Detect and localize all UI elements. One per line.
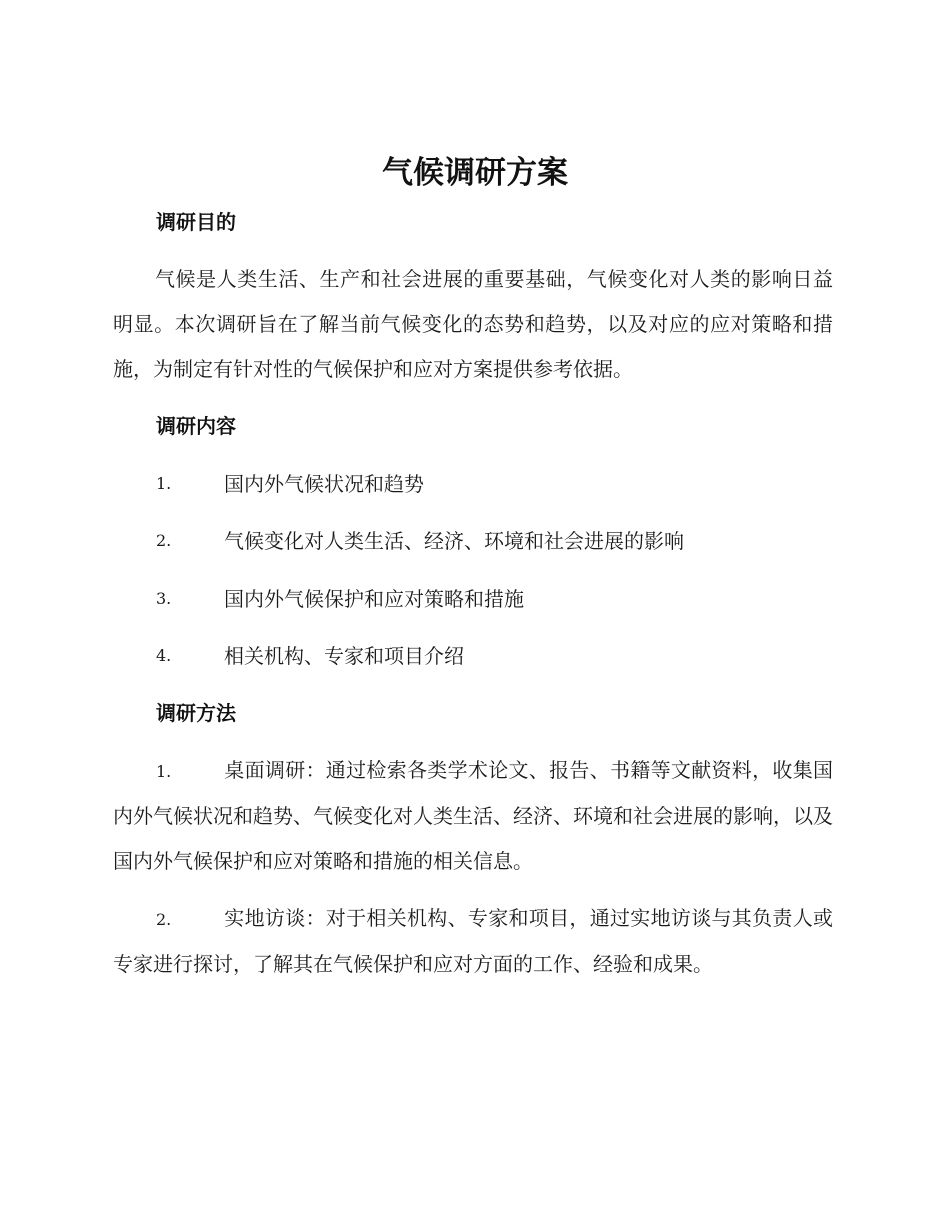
list-number: 2. [156,531,172,550]
content-list-item [156,526,836,556]
content-list-item [156,641,836,671]
list-text: 国内外气候保护和应对策略和措施 [224,587,524,611]
list-number: 4. [156,646,172,665]
list-number: 1. [156,762,172,781]
list-text: 国内外气候状况和趋势 [224,472,424,496]
purpose-paragraph: 气候是人类生活、生产和社会进展的重要基础，气候变化对人类的影响日益明显。本次调研旨在了解当前气候变化的态势和趋势，以及对应的应对策略和措施，为制定有针对性的气候保护和应对方案提供参考依据。 [113,267,833,381]
content-list-item [156,584,836,614]
method-item [113,896,833,987]
list-text: 相关机构、专家和项目介绍 [224,644,464,668]
list-text: 气候变化对人类生活、经济、环境和社会进展的影响 [224,529,684,553]
section-heading-content: 调研内容 [156,414,236,438]
content-list-item [156,469,836,499]
list-number: 1. [156,474,172,493]
method-text: 实地访谈：对于相关机构、专家和项目，通过实地访谈与其负责人或专家进行探讨，了解其在气候保护和应对方面的工作、经验和成果。 [113,906,833,976]
list-number: 2. [156,910,172,929]
method-item [113,748,833,884]
document-title: 气候调研方案 [382,155,568,191]
section-heading-purpose: 调研目的 [156,210,236,234]
list-number: 3. [156,589,172,608]
section-heading-methods: 调研方法 [156,701,236,725]
method-text: 桌面调研：通过检索各类学术论文、报告、书籍等文献资料，收集国内外气候状况和趋势、气候变化对人类生活、经济、环境和社会进展的影响，以及国内外气候保护和应对策略和措施的相关信息。 [113,758,833,873]
